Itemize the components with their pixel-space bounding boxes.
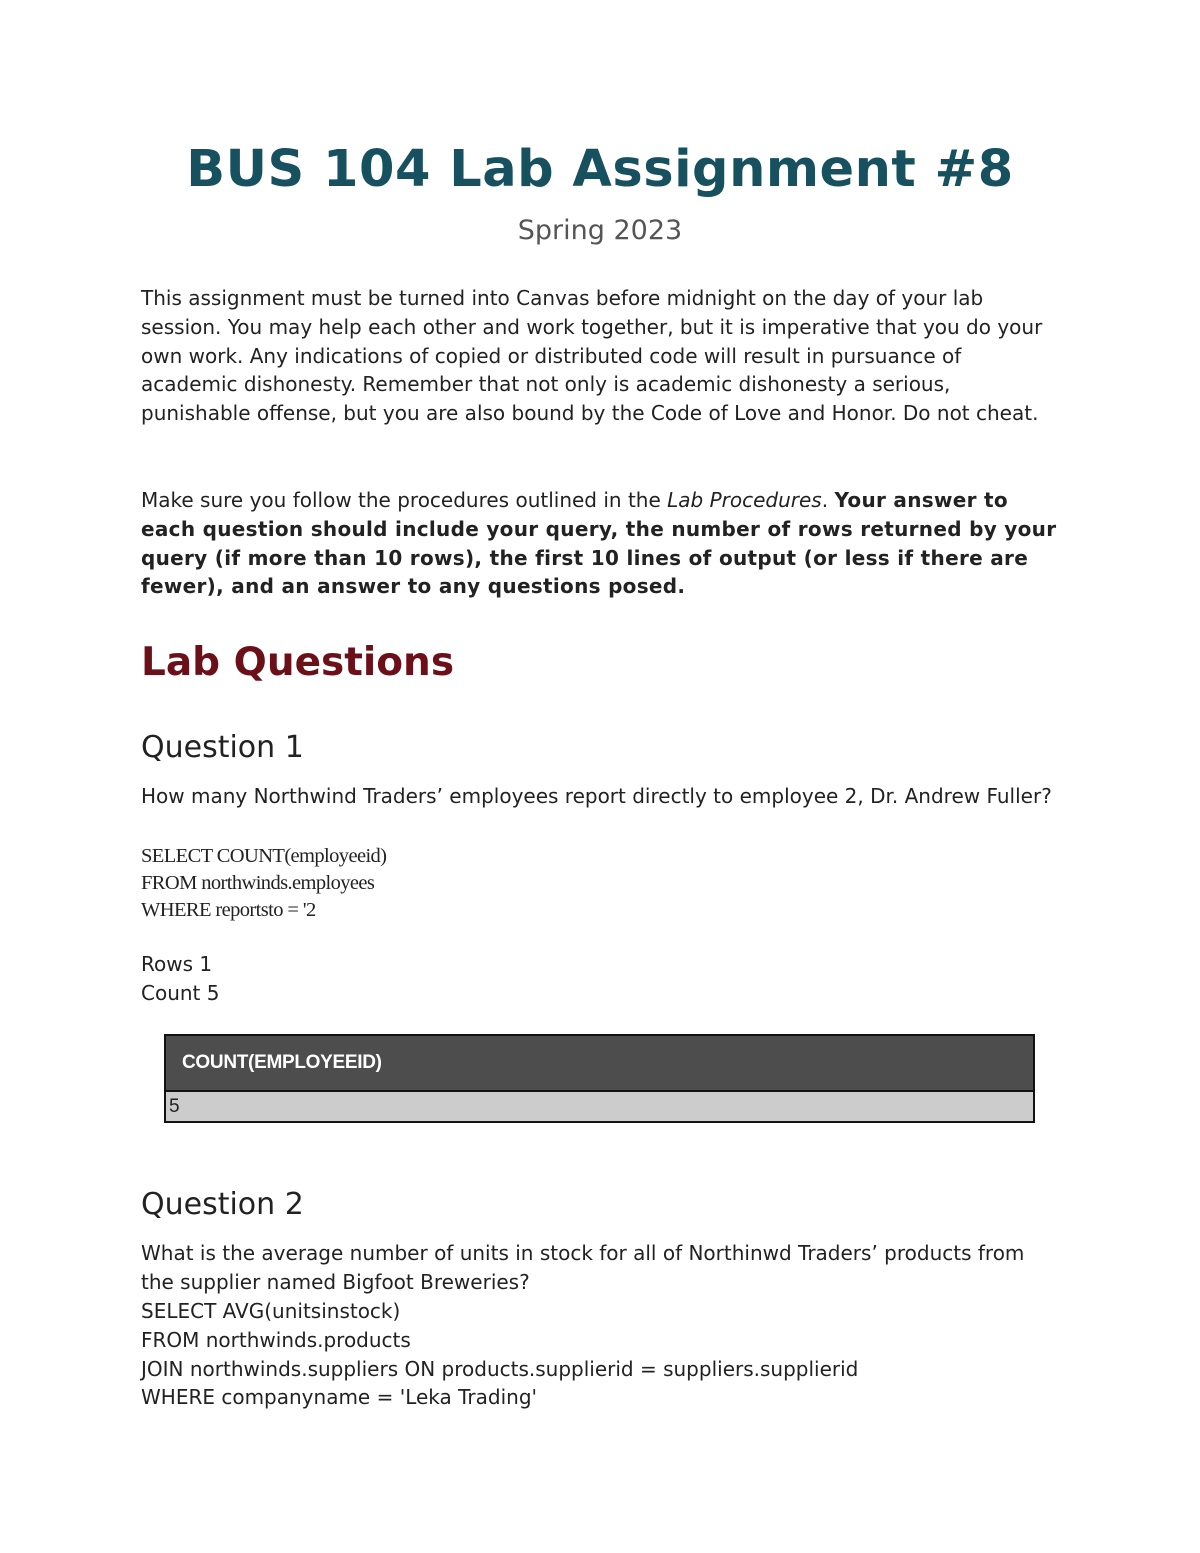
intro-paragraph-1: This assignment must be turned into Canvas before midnight on the day of your lab session. You may help each other and work together, but it is imperative that you do your own work. Any indications of copied or distributed code will result in pursuance of academic dishonesty. Remember that not only is academic dishonesty a serious, punishable offense, but you are also bound by the Code of Love and Honor. Do not cheat.	[141, 286, 1043, 426]
intro-paragraph-2	[141, 486, 1061, 601]
intro-paragraph-2-separator: .	[821, 488, 835, 512]
question-2-sql	[141, 1297, 858, 1412]
question-1-heading: Question 1	[141, 730, 304, 765]
table-row	[165, 1091, 1034, 1122]
question-1-prompt: How many Northwind Traders’ employees report directly to employee 2, Dr. Andrew Fuller?	[141, 784, 1052, 808]
table-cell: 5	[165, 1091, 1034, 1122]
document-subtitle: Spring 2023	[517, 215, 683, 246]
rows-count-line: Rows 1	[141, 952, 213, 976]
question-1-results	[141, 950, 219, 1007]
sql-line: SELECT AVG(unitsinstock)	[141, 1299, 401, 1323]
sql-line: WHERE reportsto = '2	[141, 899, 316, 921]
answer-requirements: Your answer to each question should include your query, the number of rows returned by your query (if more than 10 rows), the first 10 lines of output (or less if there are fewer), and an answer to any questions posed.	[141, 488, 1057, 599]
table-column-header: COUNT(EMPLOYEEID)	[165, 1035, 1034, 1091]
intro-paragraph-2-lead: Make sure you follow the procedures outlined in the	[141, 488, 668, 512]
query-result-table	[164, 1034, 1035, 1123]
count-value-line: Count 5	[141, 980, 220, 1005]
document-title: BUS 104 Lab Assignment #8	[186, 140, 1014, 199]
sql-line: WHERE companyname = 'Leka Trading'	[141, 1385, 538, 1410]
question-2-heading: Question 2	[141, 1187, 304, 1222]
lab-questions-heading: Lab Questions	[141, 640, 455, 685]
sql-line: SELECT COUNT(employeeid)	[141, 845, 387, 867]
question-2-prompt: What is the average number of units in stock for all of Northinwd Traders’ products from the supplier named Bigfoot Breweries?	[141, 1241, 1025, 1294]
lab-procedures-reference: Lab Procedures	[667, 488, 822, 512]
question-1-sql	[141, 843, 386, 924]
sql-line: JOIN northwinds.suppliers ON products.supplierid = suppliers.supplierid	[141, 1356, 859, 1381]
sql-line: FROM northwinds.employees	[141, 872, 375, 894]
table-header-row	[165, 1035, 1034, 1091]
sql-line: FROM northwinds.products	[141, 1327, 411, 1352]
